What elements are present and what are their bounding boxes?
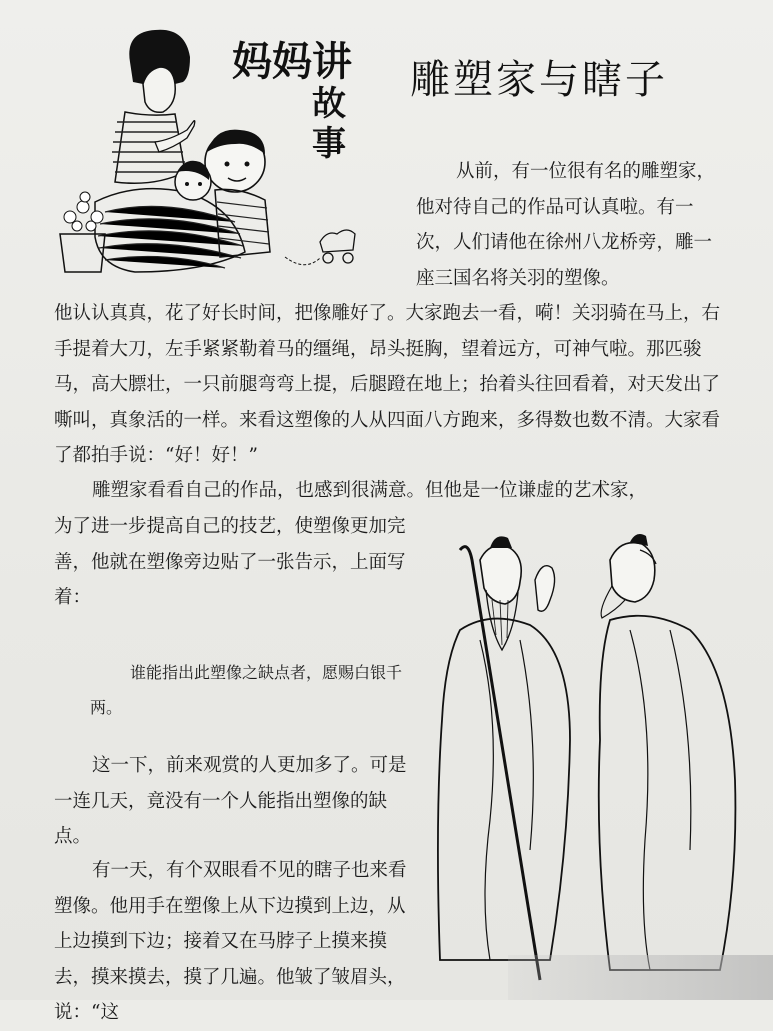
- intro-paragraph: 从前，有一位很有名的雕塑家，他对待自己的作品可认真啦。有一次，人们请他在徐州八龙桥旁，雕一座三国名将关羽的塑像。: [416, 161, 716, 289]
- paragraph-1: 他认认真真，花了好长时间，把像雕好了。大家跑去一看，嗬！关羽骑在马上，右手提着大刀，左手紧紧勒着马的缰绳，昂头挺胸，望着远方，可神气啦。那匹骏马，高大膘壮，一只前腿弯弯上提，后腿蹬在地上；抬着头往回看着，对天发出了嘶叫，真象活的一样。来看这塑像的人从四面八方跑来，多得数也数不清。大家看了都拍手说：“好！好！”: [54, 303, 721, 466]
- watermark-overlay: [508, 955, 773, 1000]
- paragraph-2-rest: 为了进一步提高自己的技艺，使塑像更加完善，他就在塑像旁边贴了一张告示，上面写着：: [54, 516, 406, 608]
- paragraph-3: 这一下，前来观赏的人更加多了。可是一连几天，竟没有一个人能指出塑像的缺点。: [54, 755, 407, 847]
- notice-text: 谁能指出此塑像之缺点者，愿赐白银千两。: [90, 663, 403, 717]
- story-title: 雕塑家与瞎子: [410, 57, 668, 103]
- paragraph-4: 有一天，有个双眼看不见的瞎子也来看塑像。他用手在塑像上从下边摸到上边，从上边摸到下边；接着又在马脖子上摸来摸去，摸来摸去，摸了几遍。他皱了皱眉头，说：“这: [54, 860, 407, 1023]
- column-title-sub: 故事: [312, 84, 346, 164]
- two-old-men-illustration: [420, 520, 760, 990]
- paragraph-2-line-1: 雕塑家看看自己的作品，也感到很满意。但他是一位谦虚的艺术家，: [92, 480, 648, 501]
- column-title: [232, 40, 382, 164]
- column-title-main: 妈妈讲: [232, 39, 352, 85]
